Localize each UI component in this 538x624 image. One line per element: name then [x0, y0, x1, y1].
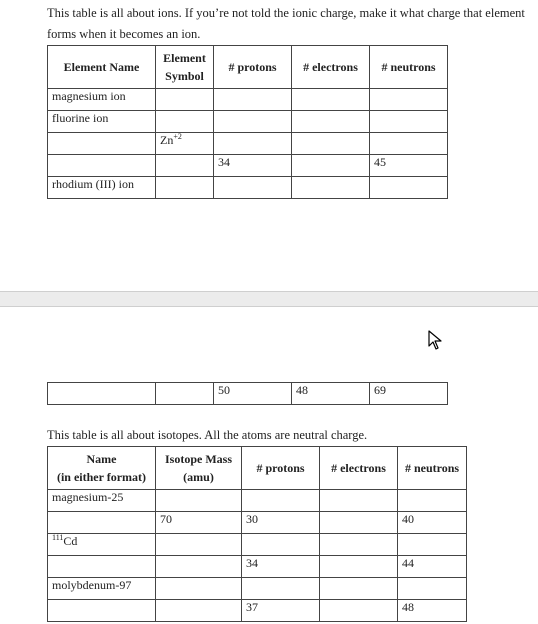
cell[interactable]	[320, 490, 398, 512]
cell[interactable]	[156, 111, 214, 133]
cell[interactable]	[242, 534, 320, 556]
cell[interactable]	[398, 490, 467, 512]
cell[interactable]	[156, 383, 214, 405]
cell[interactable]: 50	[214, 383, 292, 405]
page-break	[0, 291, 538, 307]
cell[interactable]	[156, 177, 214, 199]
cell[interactable]	[370, 89, 448, 111]
header-neutrons: # neutrons	[398, 447, 467, 490]
cell[interactable]	[156, 556, 242, 578]
cell[interactable]	[242, 578, 320, 600]
cell[interactable]	[156, 89, 214, 111]
header-element-symbol-line1: Element	[163, 51, 206, 65]
table-row	[48, 556, 467, 578]
header-isotope-mass-line1: Isotope Mass	[164, 452, 232, 466]
isotopes-header-row	[48, 447, 467, 490]
cell[interactable]	[48, 383, 156, 405]
header-element-symbol	[156, 46, 214, 89]
header-electrons: # electrons	[292, 46, 370, 89]
cell[interactable]	[292, 177, 370, 199]
cd-symbol: Cd	[63, 534, 78, 548]
cell[interactable]	[48, 133, 156, 155]
ions-table	[47, 45, 448, 199]
cell[interactable]	[48, 556, 156, 578]
header-protons: # protons	[242, 447, 320, 490]
table-row	[48, 111, 448, 133]
table-row	[48, 578, 467, 600]
table-row	[48, 383, 448, 405]
cell[interactable]	[156, 578, 242, 600]
cell[interactable]	[242, 490, 320, 512]
cell[interactable]	[398, 578, 467, 600]
cell[interactable]	[156, 534, 242, 556]
cell[interactable]	[370, 177, 448, 199]
header-element-symbol-line2: Symbol	[165, 69, 204, 83]
isotopes-table	[47, 446, 467, 622]
cell[interactable]	[320, 534, 398, 556]
cell[interactable]	[370, 133, 448, 155]
isotopes-instructions: This table is all about isotopes. All the atoms are neutral charge.	[47, 428, 368, 442]
cell[interactable]	[292, 89, 370, 111]
cell[interactable]: 30	[242, 512, 320, 534]
cell[interactable]: 34	[242, 556, 320, 578]
cell[interactable]: magnesium-25	[48, 490, 156, 512]
cell[interactable]	[398, 534, 467, 556]
zn-symbol: Zn	[160, 133, 174, 147]
cell[interactable]	[320, 578, 398, 600]
cell[interactable]	[320, 556, 398, 578]
cell[interactable]	[48, 512, 156, 534]
header-name-line1: Name	[86, 452, 117, 466]
cell[interactable]: 48	[292, 383, 370, 405]
cell[interactable]: 40	[398, 512, 467, 534]
cell[interactable]: 44	[398, 556, 467, 578]
table-row	[48, 133, 448, 155]
cell[interactable]	[214, 111, 292, 133]
mouse-cursor-icon	[428, 330, 444, 352]
header-name-line2: (in either format)	[56, 470, 147, 484]
cell[interactable]: fluorine ion	[48, 111, 156, 133]
cell[interactable]: rhodium (III) ion	[48, 177, 156, 199]
ions-table-continued	[47, 382, 448, 405]
cell[interactable]: magnesium ion	[48, 89, 156, 111]
header-isotope-mass	[156, 447, 242, 490]
header-name	[48, 447, 156, 490]
cell[interactable]: 45	[370, 155, 448, 177]
cell[interactable]: 48	[398, 600, 467, 622]
zn-charge: +2	[173, 132, 182, 141]
header-neutrons: # neutrons	[370, 46, 448, 89]
table-row	[48, 490, 467, 512]
cell[interactable]: 69	[370, 383, 448, 405]
table-row	[48, 89, 448, 111]
cd-name-cell[interactable]	[48, 534, 156, 556]
cell[interactable]: molybdenum-97	[48, 578, 156, 600]
cell[interactable]: 70	[156, 512, 242, 534]
cd-mass-number: 111	[52, 533, 64, 542]
table-row	[48, 155, 448, 177]
cell[interactable]	[156, 490, 242, 512]
table-row	[48, 177, 448, 199]
cell[interactable]	[320, 512, 398, 534]
ions-instructions-line1: This table is all about ions. If you’re not told the ionic charge, make it what charge that element	[47, 6, 525, 20]
cell[interactable]	[214, 177, 292, 199]
cell[interactable]	[292, 111, 370, 133]
ions-instructions-line2: forms when it becomes an ion.	[47, 27, 201, 41]
cell[interactable]	[214, 133, 292, 155]
table-row	[48, 600, 467, 622]
cell[interactable]	[156, 600, 242, 622]
cell[interactable]	[214, 89, 292, 111]
header-electrons: # electrons	[320, 447, 398, 490]
table-row	[48, 512, 467, 534]
cell[interactable]	[292, 155, 370, 177]
cell[interactable]	[370, 111, 448, 133]
ions-header-row	[48, 46, 448, 89]
cell[interactable]	[320, 600, 398, 622]
header-protons: # protons	[214, 46, 292, 89]
cell[interactable]: 34	[214, 155, 292, 177]
header-element-name: Element Name	[48, 46, 156, 89]
cell[interactable]	[292, 133, 370, 155]
cell[interactable]: 37	[242, 600, 320, 622]
cell[interactable]	[48, 600, 156, 622]
cell[interactable]	[48, 155, 156, 177]
cell[interactable]	[156, 155, 214, 177]
header-isotope-mass-line2: (amu)	[183, 470, 214, 484]
zn-symbol-cell[interactable]	[156, 133, 214, 155]
table-row	[48, 534, 467, 556]
